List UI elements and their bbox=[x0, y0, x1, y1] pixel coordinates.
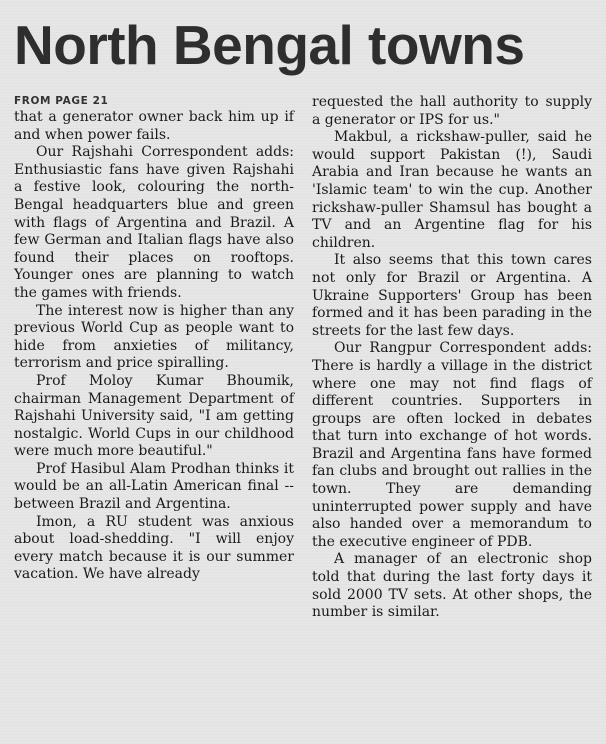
paragraph: A manager of an electronic shop told that during the last forty days it sold 2000 TV sets. At other shops, the number is similar. bbox=[312, 551, 592, 621]
paragraph: Imon, a RU student was anxious about load-shedding. "I will enjoy every match because it is our summer vacation. We have already bbox=[14, 513, 294, 583]
paragraph: Our Rangpur Correspondent adds: There is hardly a village in the district where one may not find flags of different countries. Supporters in groups are often locked in debates that turn into exchange of hot words. Brazil and Argentina fans have formed fan clubs and brought out rallies in the town. They are demanding uninterrupted power supply and have also handed over a memorandum to the executive engineer of PDB. bbox=[312, 340, 592, 550]
paragraph: Prof Hasibul Alam Prodhan thinks it would be an all-Latin American final -- between Brazil and Argentina. bbox=[14, 460, 294, 513]
paragraph: It also seems that this town cares not only for Brazil or Argentina. A Ukraine Supporters' Group has been formed and it has been parading in the streets for the last few days. bbox=[312, 252, 592, 339]
article-column-right bbox=[312, 94, 592, 744]
paragraph: Makbul, a rickshaw-puller, said he would support Pakistan (!), Saudi Arabia and Iran because he wants an 'Islamic team' to win the cup. Another rickshaw-puller Shamsul has bought a TV and an Argentine flag for his children. bbox=[312, 129, 592, 251]
paragraph: The interest now is higher than any previous World Cup as people want to hide from anxieties of militancy, terrorism and price spiralling. bbox=[14, 302, 294, 372]
paragraph: Our Rajshahi Correspondent adds: Enthusiastic fans have given Rajshahi a festive look, colouring the north-Bengal headquarters blue and green with flags of Argentina and Brazil. A few German and Italian flags have also found their places on rooftops. Younger ones are planning to watch the games with friends. bbox=[14, 144, 294, 301]
continued-from-label: FROM PAGE 21 bbox=[14, 95, 109, 107]
article-column-left bbox=[14, 94, 294, 744]
headline: North Bengal towns bbox=[14, 14, 525, 76]
paragraph: that a generator owner back him up if and when power fails. bbox=[14, 109, 294, 143]
paragraph: requested the hall authority to supply a generator or IPS for us." bbox=[312, 94, 592, 128]
paragraph: Prof Moloy Kumar Bhoumik, chairman Management Department of Rajshahi University said, "I am getting nostalgic. World Cups in our childhood were much more beautiful." bbox=[14, 372, 294, 460]
